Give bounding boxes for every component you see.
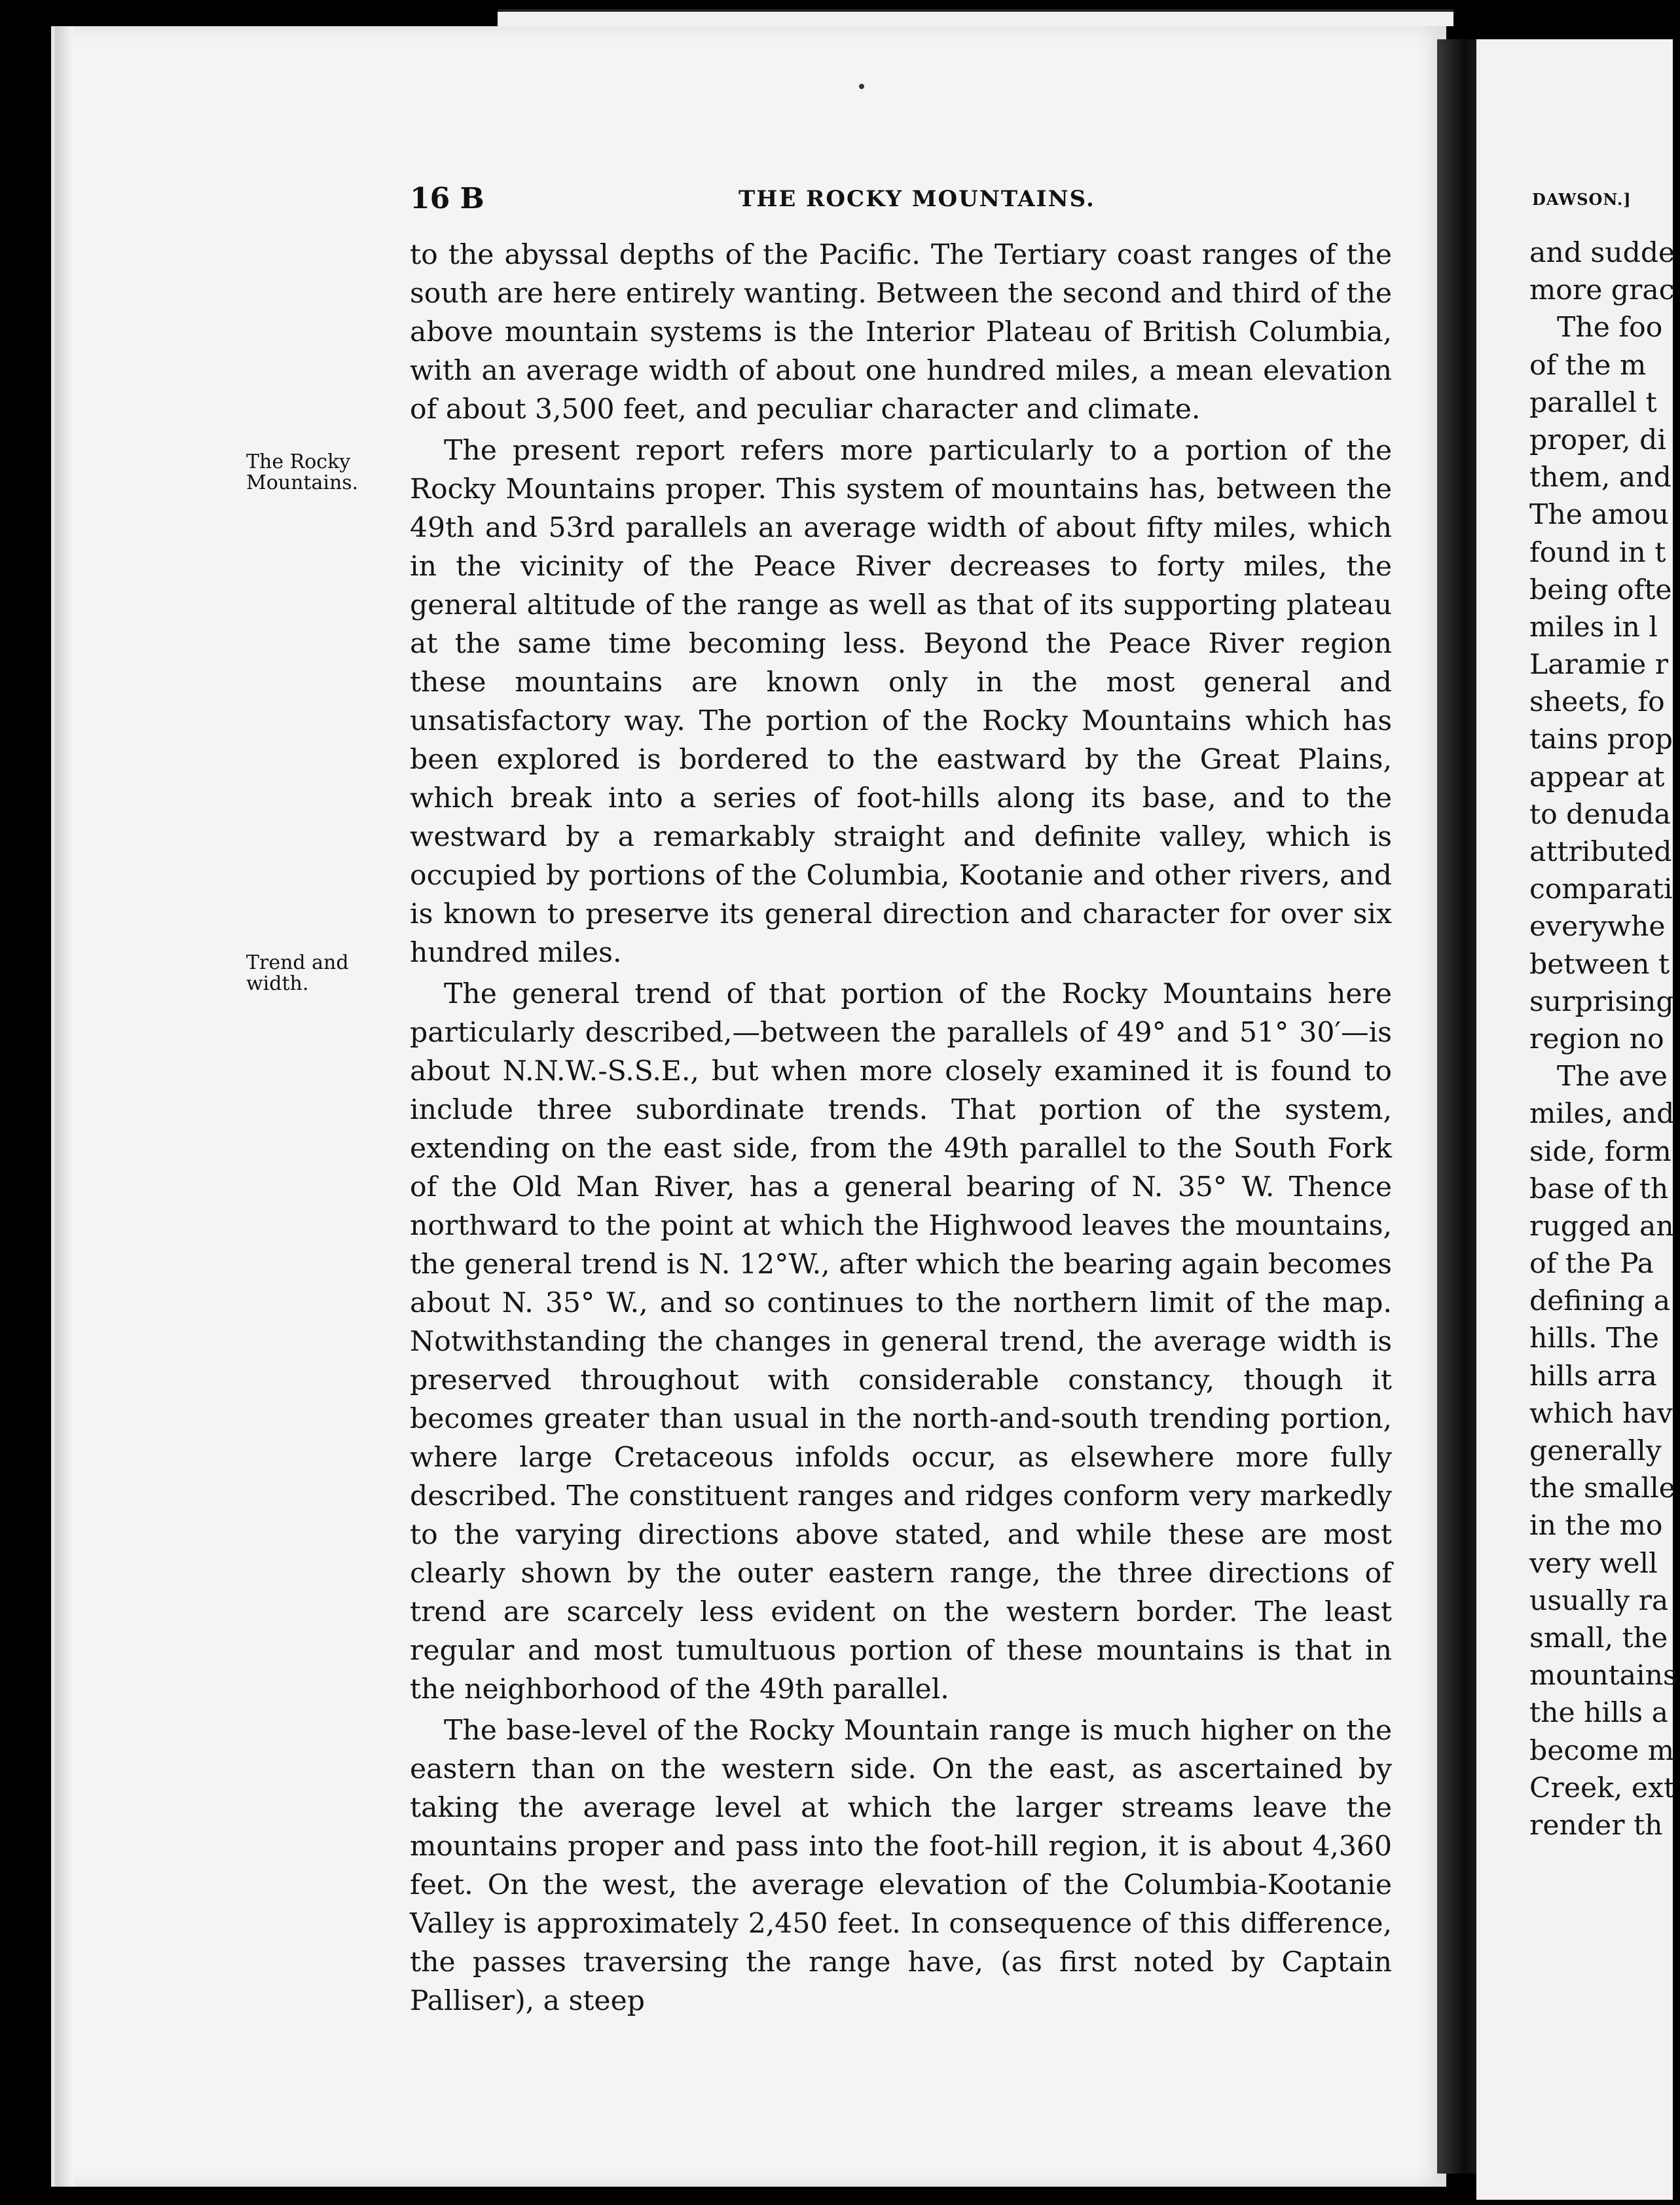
- right-page-line: of the Pa: [1529, 1248, 1654, 1281]
- right-page-line: found in t: [1529, 536, 1666, 569]
- right-page-line: tains prop: [1529, 723, 1673, 756]
- right-page-line: hills. The: [1529, 1322, 1659, 1355]
- ink-speck: [859, 84, 864, 89]
- right-page-line: region no: [1529, 1023, 1664, 1055]
- right-page-line: everywhe: [1529, 911, 1666, 943]
- right-page-line: base of th: [1529, 1173, 1669, 1205]
- right-page-line: proper, di: [1529, 424, 1666, 456]
- right-page-line: the smalle: [1529, 1472, 1675, 1505]
- right-page-line: miles in l: [1529, 611, 1658, 644]
- margin-note-trend-width: Trend and width.: [246, 951, 349, 995]
- right-page-line: between t: [1529, 948, 1670, 981]
- page-number: 16 B: [410, 182, 484, 215]
- right-page-line: mountains: [1529, 1660, 1677, 1692]
- right-page-line: side, form: [1529, 1135, 1671, 1168]
- right-page-line: small, the: [1529, 1622, 1668, 1654]
- right-page-line: attributed: [1529, 836, 1672, 868]
- paragraph: The base-level of the Rocky Mountain range is much higher on the eastern than on the western side. On the east, as ascertained by taking the average level at which the larger streams leave the mountains proper and pass into the foot-hill region, it is about 4,360 feet. On the west, the average elevation of the Columbia-Kootanie Valley is approximately 2,450 feet. In consequence of this difference, the passes traversing the range have, (as first noted by Captain Palliser), a steep: [410, 1715, 1392, 2017]
- page-top-edge: [498, 9, 1453, 26]
- right-page-line: Laramie r: [1529, 649, 1669, 682]
- right-page-line: them, and: [1529, 462, 1671, 494]
- right-page-line: and sudde: [1529, 237, 1675, 269]
- right-page-line: appear at: [1529, 761, 1665, 793]
- right-page-line: to denuda: [1529, 798, 1671, 831]
- right-page-line: miles, and: [1529, 1098, 1675, 1131]
- right-page-line: The amou: [1529, 499, 1669, 532]
- right-page-line: The foo: [1557, 312, 1663, 344]
- right-page-line: usually ra: [1529, 1584, 1669, 1617]
- right-page-line: which hav: [1529, 1397, 1673, 1430]
- running-title: THE ROCKY MOUNTAINS.: [739, 186, 1095, 212]
- right-page-line: very well: [1529, 1547, 1658, 1580]
- right-page-line: rugged an: [1529, 1210, 1674, 1243]
- right-page-line: The ave: [1557, 1061, 1668, 1093]
- main-text-column: [410, 236, 1392, 2023]
- paragraph: The general trend of that portion of the Rocky Mountains here particularly described,—between the parallels of 49° and 51° 30′—is about N.N.W.-S.S.E., but when more closely examined it is found to include three subordinate trends. That portion of the system, extending on the east side, from the 49th parallel to the South Fork of the Old Man River, has a general bearing of N. 35° W. Thence northward to the point at which the Highwood leaves the mountains, the general trend is N. 12°W., after which the bearing again becomes about N. 35° W., and so continues to the northern limit of the map. Notwithstanding the changes in general trend, the average width is preserved throughout with considerable constancy, though it becomes greater than usual in the north-and-south trending portion, where large Cretaceous infolds occur, as elsewhere more fully described. The constituent ranges and ridges conform very markedly to the varying directions above stated, and while these are most clearly shown by the outer eastern range, the three directions of trend are scarcely less evident on the western border. The least regular and most tumultuous portion of these mountains is that in the neighborhood of the 49th parallel.: [410, 978, 1392, 1705]
- right-page-running-head: DAWSON.]: [1532, 190, 1632, 209]
- right-page-line: surprising: [1529, 985, 1674, 1018]
- right-page-text-fragment: [1529, 234, 1680, 1844]
- right-page-line: Creek, ext: [1529, 1772, 1675, 1804]
- paragraph: The present report refers more particularly to a portion of the Rocky Mountains proper. This system of mountains has, between the 49th and 53rd parallels an average width of about fifty miles, which in the vicinity of the Peace River decreases to forty miles, the general altitude of the range as well as that of its supporting plateau at the same time becoming less. Beyond the Peace River region these mountains are known only in the most general and unsatisfactory way. The portion of the Rocky Mountains which has been explored is bordered to the eastward by the Great Plains, which break into a series of foot-hills along its base, and to the westward by a remarkably straight and definite valley, which is occupied by portions of the Columbia, Kootanie and other rivers, and is known to preserve its general direction and character for over six hundred miles.: [410, 435, 1392, 969]
- margin-note-rocky-mountains: The Rocky Mountains.: [246, 450, 359, 494]
- right-page-line: become m: [1529, 1734, 1675, 1767]
- right-page-line: the hills a: [1529, 1697, 1668, 1730]
- right-page-line: being ofte: [1529, 574, 1672, 606]
- right-page-line: in the mo: [1529, 1510, 1663, 1542]
- right-page-line: hills arra: [1529, 1360, 1657, 1393]
- right-page-line: sheets, fo: [1529, 686, 1665, 719]
- right-page-line: of the m: [1529, 349, 1647, 382]
- page-header: [0, 182, 1653, 221]
- right-page-line: render th: [1529, 1809, 1663, 1842]
- right-page-line: more grac: [1529, 274, 1675, 307]
- right-page-line: comparati: [1529, 873, 1673, 906]
- paragraph: to the abyssal depths of the Pacific. The Tertiary coast ranges of the south are here entirely wanting. Between the second and third of the above mountain systems is the Interior Plateau of British Columbia, with an average width of about one hundred miles, a mean elevation of about 3,500 feet, and peculiar character and climate.: [410, 239, 1392, 426]
- right-page-line: parallel t: [1529, 386, 1657, 419]
- right-page-line: generally: [1529, 1435, 1662, 1467]
- right-page-line: defining a: [1529, 1285, 1671, 1318]
